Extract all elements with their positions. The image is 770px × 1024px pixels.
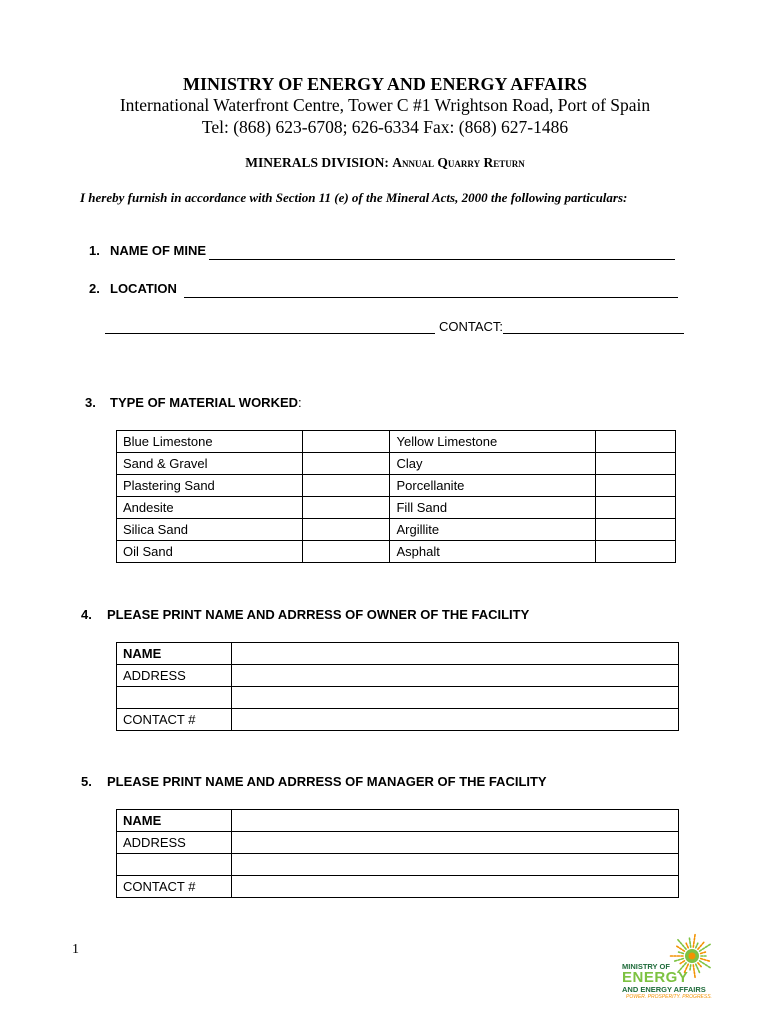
- q4-number: 4.: [81, 607, 92, 622]
- mine-name-field[interactable]: [209, 244, 675, 260]
- material-name-right: Argillite: [390, 519, 596, 541]
- q4-row-label: NAME: [117, 643, 232, 665]
- ministry-phone: Tel: (868) 623-6708; 626-6334 Fax: (868) 627-1486: [201, 117, 569, 137]
- q4-row-field[interactable]: [231, 643, 678, 665]
- material-name-left: Sand & Gravel: [117, 453, 303, 475]
- material-entry-left[interactable]: [302, 497, 390, 519]
- q1-number: 1.: [89, 243, 100, 258]
- declaration-text: I hereby furnish in accordance with Section 11 (e) of the Mineral Acts, 2000 the following particulars:: [80, 190, 628, 205]
- q4-row: [117, 709, 679, 731]
- material-name-right: Clay: [390, 453, 596, 475]
- q5-row-label: NAME: [117, 810, 232, 832]
- q2-number: 2.: [89, 281, 100, 296]
- manager-table: [116, 809, 679, 898]
- material-row: [117, 475, 676, 497]
- material-row: [117, 519, 676, 541]
- q5-row: [117, 876, 679, 898]
- logo-ray: [693, 934, 695, 947]
- material-entry-right[interactable]: [596, 497, 676, 519]
- contact-field[interactable]: [503, 318, 684, 334]
- division-title: Annual Quarry Return: [392, 155, 525, 170]
- material-name-right: Yellow Limestone: [390, 431, 596, 453]
- material-entry-right[interactable]: [596, 453, 676, 475]
- contact-label: CONTACT:: [439, 319, 504, 334]
- q1-label: NAME OF MINE: [110, 243, 207, 258]
- q4-row-label: CONTACT #: [117, 709, 232, 731]
- logo-ray: [701, 959, 710, 962]
- q4-row-label: ADDRESS: [117, 665, 232, 687]
- ministry-address: International Waterfront Centre, Tower C #1 Wrightson Road, Port of Spain: [119, 95, 651, 115]
- q5-row-field[interactable]: [231, 854, 678, 876]
- logo-ray: [698, 963, 701, 967]
- material-entry-right[interactable]: [596, 475, 676, 497]
- q5-row-field[interactable]: [231, 876, 678, 898]
- q4-row-field[interactable]: [231, 687, 678, 709]
- q4-row: [117, 687, 679, 709]
- material-row: [117, 497, 676, 519]
- q5-row-field[interactable]: [231, 810, 678, 832]
- material-name-left: Blue Limestone: [117, 431, 303, 453]
- material-row: [117, 541, 676, 563]
- logo-tagline: POWER. PROSPERITY. PROGRESS.: [626, 994, 712, 1000]
- logo-ray: [690, 965, 691, 970]
- q3-colon: :: [298, 395, 302, 410]
- material-row: [117, 453, 676, 475]
- logo-ray: [680, 961, 684, 964]
- logo-ray: [679, 952, 684, 953]
- page-number: 1: [72, 942, 79, 957]
- logo-ray: [689, 938, 690, 947]
- logo-ray: [701, 952, 706, 953]
- form-title: [0, 155, 770, 171]
- logo-line1: MINISTRY OF: [622, 962, 670, 971]
- q5-row-field[interactable]: [231, 832, 678, 854]
- material-name-left: Andesite: [117, 497, 303, 519]
- material-entry-left[interactable]: [302, 475, 390, 497]
- q4-row: [117, 643, 679, 665]
- q3-label-wrap: [110, 395, 302, 410]
- logo-ray: [686, 943, 688, 948]
- material-entry-right[interactable]: [596, 541, 676, 563]
- location-field[interactable]: [184, 282, 678, 298]
- material-entry-left[interactable]: [302, 431, 390, 453]
- material-entry-left[interactable]: [302, 519, 390, 541]
- q5-row: [117, 854, 679, 876]
- logo-ray: [693, 965, 695, 978]
- q5-label: PLEASE PRINT NAME AND ADRRESS OF MANAGER OF THE FACILITY: [107, 774, 547, 789]
- material-name-right: Porcellanite: [390, 475, 596, 497]
- material-entry-left[interactable]: [302, 453, 390, 475]
- location-field-line2[interactable]: [105, 318, 435, 334]
- material-entry-right[interactable]: [596, 519, 676, 541]
- material-entry-left[interactable]: [302, 541, 390, 563]
- ministry-title: MINISTRY OF ENERGY AND ENERGY AFFAIRS: [183, 74, 587, 94]
- q5-row-label: ADDRESS: [117, 832, 232, 854]
- q5-number: 5.: [81, 774, 92, 789]
- logo-ray: [696, 964, 700, 972]
- logo-ray: [696, 943, 698, 948]
- q4-row: [117, 665, 679, 687]
- q3-label: TYPE OF MATERIAL WORKED: [110, 395, 299, 410]
- material-table: [116, 430, 676, 563]
- q2-label: LOCATION: [110, 281, 177, 296]
- q4-label: PLEASE PRINT NAME AND ADRRESS OF OWNER OF THE FACILITY: [107, 607, 530, 622]
- material-name-left: Plastering Sand: [117, 475, 303, 497]
- owner-table: [116, 642, 679, 731]
- material-entry-right[interactable]: [596, 431, 676, 453]
- q5-row: [117, 810, 679, 832]
- material-name-right: Fill Sand: [390, 497, 596, 519]
- logo-ray: [675, 959, 684, 962]
- division-prefix: MINERALS DIVISION:: [245, 155, 389, 170]
- q5-row: [117, 832, 679, 854]
- material-name-left: Oil Sand: [117, 541, 303, 563]
- logo-line2: ENERGY: [622, 969, 689, 986]
- q4-row-field[interactable]: [231, 709, 678, 731]
- material-name-left: Silica Sand: [117, 519, 303, 541]
- q3-number: 3.: [85, 395, 96, 410]
- material-row: [117, 431, 676, 453]
- q5-row-label: CONTACT #: [117, 876, 232, 898]
- q4-row-field[interactable]: [231, 665, 678, 687]
- ministry-logo: [618, 932, 730, 1002]
- material-name-right: Asphalt: [390, 541, 596, 563]
- q5-row-label: [117, 854, 232, 876]
- q4-row-label: [117, 687, 232, 709]
- logo-line3: AND ENERGY AFFAIRS: [622, 985, 706, 994]
